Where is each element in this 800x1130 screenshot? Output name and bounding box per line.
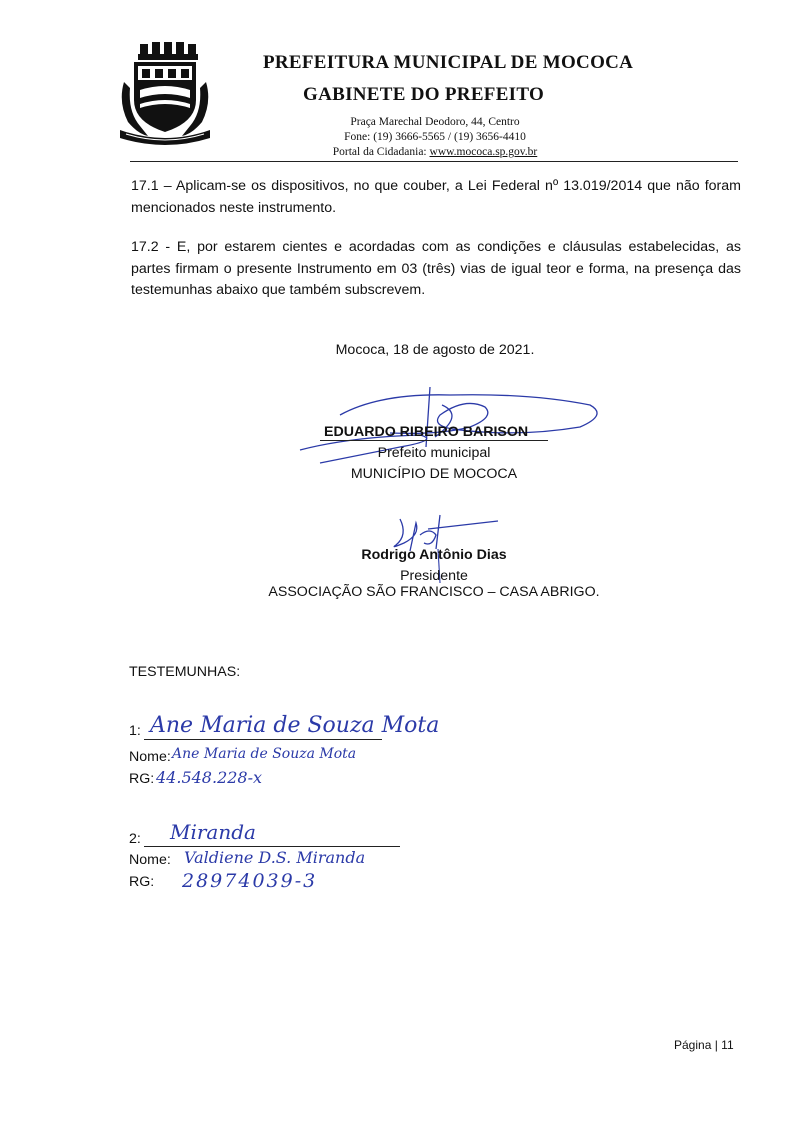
- institution-title: PREFEITURA MUNICIPAL DE MOCOCA: [263, 52, 634, 73]
- signatory-2-entity: ASSOCIAÇÃO SÃO FRANCISCO – CASA ABRIGO.: [268, 584, 600, 600]
- witness-1-name-value: Ane Maria de Souza Mota: [172, 746, 357, 762]
- phone-line: Fone: (19) 3666-5565 / (19) 3656-4410: [344, 131, 526, 143]
- portal-line: [300, 146, 570, 158]
- witness-2-name-label: Nome:: [129, 852, 171, 868]
- office-subtitle: GABINETE DO PREFEITO: [303, 84, 545, 105]
- municipal-crest-logo: [118, 42, 212, 146]
- signatory-2-role: Presidente: [400, 568, 468, 584]
- witness-1-name-label: Nome:: [129, 749, 171, 765]
- page-footer: [674, 1038, 734, 1052]
- page-number: 11: [721, 1038, 734, 1052]
- page-separator: |: [714, 1038, 722, 1052]
- page-label: Página: [674, 1038, 712, 1052]
- header-divider: [130, 161, 738, 162]
- signatory-1-line: [320, 440, 548, 441]
- witness-2-name-value: Valdiene D.S. Miranda: [184, 848, 366, 867]
- witness-1-rg-value: 44.548.228-x: [156, 768, 263, 787]
- witness-1-number: 1:: [129, 723, 141, 739]
- clause-17-2: 17.2 - E, por estarem cientes e acordadas com as condições e cláusulas estabelecidas, as partes firmam o presente Instrumento em 03 (três) vias de igual teor e forma, na presença das testemunhas abaixo que também subscrevem.: [131, 239, 741, 298]
- portal-link[interactable]: www.mococa.sp.gov.br: [429, 146, 538, 158]
- signatory-1-entity: MUNICÍPIO DE MOCOCA: [350, 466, 518, 482]
- signatory-1-name: EDUARDO RIBEIRO BARISON: [324, 424, 529, 440]
- signatory-1-role: Prefeito municipal: [377, 445, 491, 461]
- witness-2-rg-label: RG:: [129, 874, 155, 890]
- clause-17-1: 17.1 – Aplicam-se os dispositivos, no que couber, a Lei Federal nº 13.019/2014 que não foram mencionados neste instrumento.: [131, 178, 741, 216]
- address-line: Praça Marechal Deodoro, 44, Centro: [350, 116, 520, 128]
- witnesses-heading: TESTEMUNHAS:: [129, 664, 241, 680]
- witness-2-rg-value: 28974039-3: [182, 870, 318, 892]
- witness-2-number: 2:: [129, 831, 141, 847]
- witness-2-sig-line: [144, 846, 400, 847]
- witness-1-rg-label: RG:: [129, 771, 155, 787]
- witness-1-signature: Ane Maria de Souza Mota: [150, 713, 440, 738]
- witness-2-signature: Miranda: [170, 820, 256, 844]
- signatory-2-name: Rodrigo Antônio Dias: [361, 547, 507, 563]
- portal-label: Portal da Cidadania:: [332, 146, 427, 158]
- place-date: Mococa, 18 de agosto de 2021.: [335, 342, 535, 358]
- witness-1-sig-line: [144, 739, 382, 740]
